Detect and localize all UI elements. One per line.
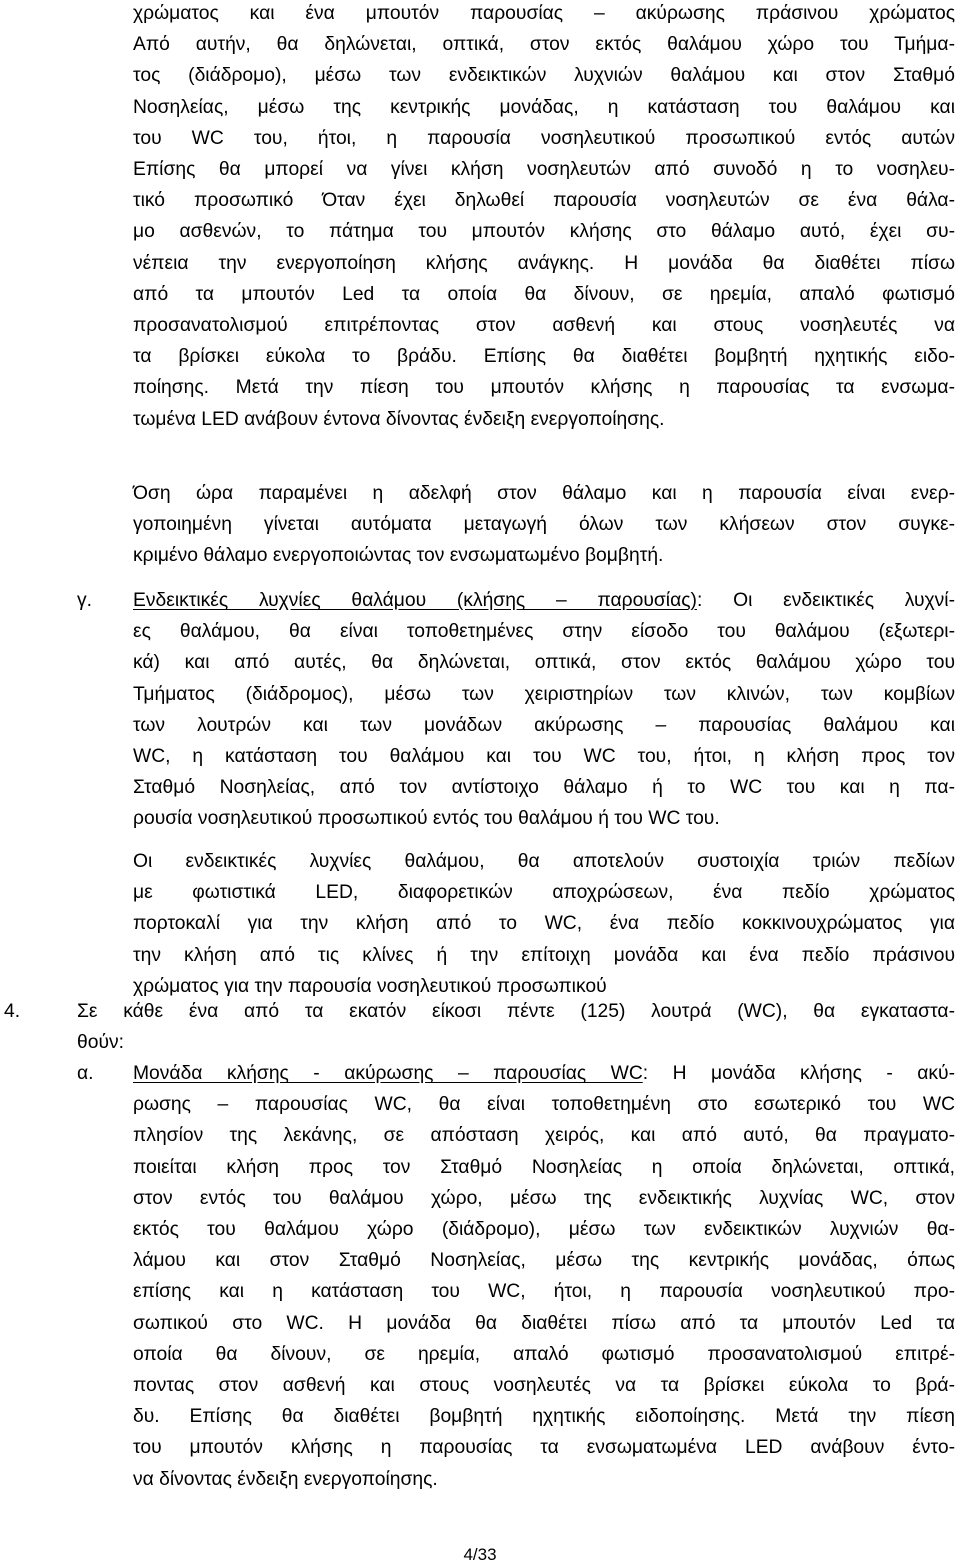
text-line: κά) και από αυτές, θα δηλώνεται, οπτικά, στον εκτός θαλάμου χώρο του (133, 652, 955, 674)
list-marker: 4. (4, 1001, 21, 1022)
text-line: με φωτιστικά LED, διαφορετικών αποχρώσεων, ένα πεδίο χρώματος (133, 882, 955, 904)
text-line: σωπικού στο WC. Η μονάδα θα διαθέτει πίσω από τα μπουτόν Led τα (133, 1312, 955, 1334)
text-line: ποίησης. Μετά την πίεση του μπουτόν κλήσης η παρουσίας τα ενσωμα- (133, 377, 955, 399)
text-line: Επίσης θα μπορεί να γίνει κλήση νοσηλευτών από συνοδό η το νοσηλευ- (133, 159, 955, 180)
text-line: πορτοκαλί για την κλήση από το WC, ένα πεδίο κοκκινουχρώματος για (133, 913, 955, 935)
list-marker: α. (77, 1063, 94, 1084)
text-line: οποία θα δίνουν, σε ηρεμία, απαλό φωτισμό προσανατολισμού επιτρέ- (133, 1343, 955, 1365)
text-line: ρουσία νοσηλευτικού προσωπικού εντός του θαλάμου ή του WC του. (133, 808, 720, 830)
text-line: πλησίον της λεκάνης, σε απόσταση χειρός, και από αυτό, θα πραγματο- (133, 1125, 955, 1147)
list-item-heading-rest: : Η μονάδα κλήσης - ακύ- (642, 1063, 955, 1084)
text-line: στον εντός του θαλάμου χώρο, μέσω της ενδεικτικής λυχνίας WC, στον (133, 1187, 955, 1209)
text-line: ποντας στον ασθενή και στους νοσηλευτές να τα βρίσκει εύκολα το βρά- (133, 1375, 955, 1396)
list-item-heading-line (133, 1062, 955, 1086)
text-line: Σταθμό Νοσηλείας, από τον αντίστοιχο θάλαμο ή το WC του και η πα- (133, 777, 955, 799)
text-line: του μπουτόν κλήσης η παρουσίας τα ενσωματωμένα LED ανάβουν έντο- (133, 1437, 955, 1459)
text-line: WC, η κατάσταση του θαλάμου και του WC του, ήτοι, η κλήση προς τον (133, 746, 955, 767)
text-line: να δίνοντας ένδειξη ενεργοποίησης. (133, 1468, 438, 1490)
text-line: νέπεια την ενεργοποίηση κλήσης ανάγκης. Η μονάδα θα διαθέτει πίσω (133, 252, 955, 274)
text-line: ες θαλάμου, θα είναι τοποθετημένες στην είσοδο του θαλάμου (εξωτερι- (133, 621, 955, 643)
text-line: χρώματος για την παρουσία νοσηλευτικού προσωπικού (133, 975, 607, 997)
text-line: θούν: (77, 1032, 124, 1054)
text-line: χρώματος και ένα μπουτόν παρουσίας – ακύρωσης πράσινου χρώματος (133, 3, 955, 24)
text-line: τος (διάδρομο), μέσω των ενδεικτικών λυχνιών θαλάμου και στον Σταθμό (133, 65, 955, 87)
text-line: κριμένο θάλαμο ενεργοποιώντας τον ενσωματωμένο βομβητή. (133, 545, 664, 567)
list-item-heading: Ενδεικτικές λυχνίες θαλάμου (κλήσης – παρουσίας) (133, 590, 697, 611)
text-line: Σε κάθε ένα από τα εκατόν είκοσι πέντε (125) λουτρά (WC), θα εγκαταστα- (77, 1001, 955, 1022)
text-line: Τμήματος (διάδρομος), μέσω των χειριστηρίων των κλινών, των κομβίων (133, 683, 955, 705)
text-line: από τα μπουτόν Led τα οποία θα δίνουν, σε ηρεμία, απαλό φωτισμό (133, 283, 955, 305)
text-line: των λουτρών και των μονάδων ακύρωσης – παρουσίας θαλάμου και (133, 714, 955, 736)
text-line: Από αυτήν, θα δηλώνεται, οπτικά, στον εκτός θαλάμου χώρο του Τμήμα- (133, 34, 955, 56)
text-line: δυ. Επίσης θα διαθέτει βομβητή ηχητικής ειδοποίησης. Μετά την πίεση (133, 1406, 955, 1428)
text-line: την κλήση από τις κλίνες ή την επίτοιχη μονάδα και ένα πεδίο πράσινου (133, 944, 955, 966)
text-line: μο ασθενών, το πάτημα του μπουτόν κλήσης στο θάλαμο αυτό, έχει συ- (133, 221, 955, 243)
text-line: τικό προσωπικό Όταν έχει δηλωθεί παρουσία νοσηλευτών σε ένα θάλα- (133, 190, 955, 212)
text-line: γοποιημένη γίνεται αυτόματα μεταγωγή όλων των κλήσεων στον συγκε- (133, 514, 955, 536)
text-line: Νοσηλείας, μέσω της κεντρικής μονάδας, η κατάσταση του θαλάμου και (133, 96, 955, 118)
page-number: 4/33 (463, 1545, 497, 1564)
text-line: προσανατολισμού επιτρέποντας στον ασθενή και στους νοσηλευτές να (133, 315, 955, 336)
text-line: τωμένα LED ανάβουν έντονα δίνοντας ένδειξη ενεργοποίησης. (133, 408, 665, 430)
list-marker: γ. (77, 590, 92, 611)
text-line: τα βρίσκει εύκολα το βράδυ. Επίσης θα διαθέτει βομβητή ηχητικής ειδο- (133, 346, 955, 368)
text-line: ποιείται κλήση προς τον Σταθμό Νοσηλείας η οποία δηλώνεται, οπτικά, (133, 1156, 955, 1178)
text-line: λάμου και στον Σταθμό Νοσηλείας, μέσω της κεντρικής μονάδας, όπως (133, 1250, 955, 1272)
text-line: Οι ενδεικτικές λυχνίες θαλάμου, θα αποτελούν συστοιχία τριών πεδίων (133, 851, 955, 872)
text-line: εκτός του θαλάμου χώρο (διάδρομο), μέσω των ενδεικτικών λυχνιών θα- (133, 1219, 955, 1240)
list-item-heading-rest: : Οι ενδεικτικές λυχνί- (696, 590, 955, 611)
text-line: Όση ώρα παραμένει η αδελφή στον θάλαμο και η παρουσία είναι ενερ- (133, 483, 955, 504)
text-line: ρωσης – παρουσίας WC, θα είναι τοποθετημένη στο εσωτερικό του WC (133, 1094, 955, 1116)
text-line: του WC του, ήτοι, η παρουσία νοσηλευτικού προσωπικού εντός αυτών (133, 127, 955, 149)
text-line: επίσης και η κατάσταση του WC, ήτοι, η παρουσία νοσηλευτικού προ- (133, 1281, 955, 1303)
list-item-heading: Μονάδα κλήσης - ακύρωσης – παρουσίας WC (133, 1063, 643, 1084)
list-item-heading-line (133, 589, 955, 613)
